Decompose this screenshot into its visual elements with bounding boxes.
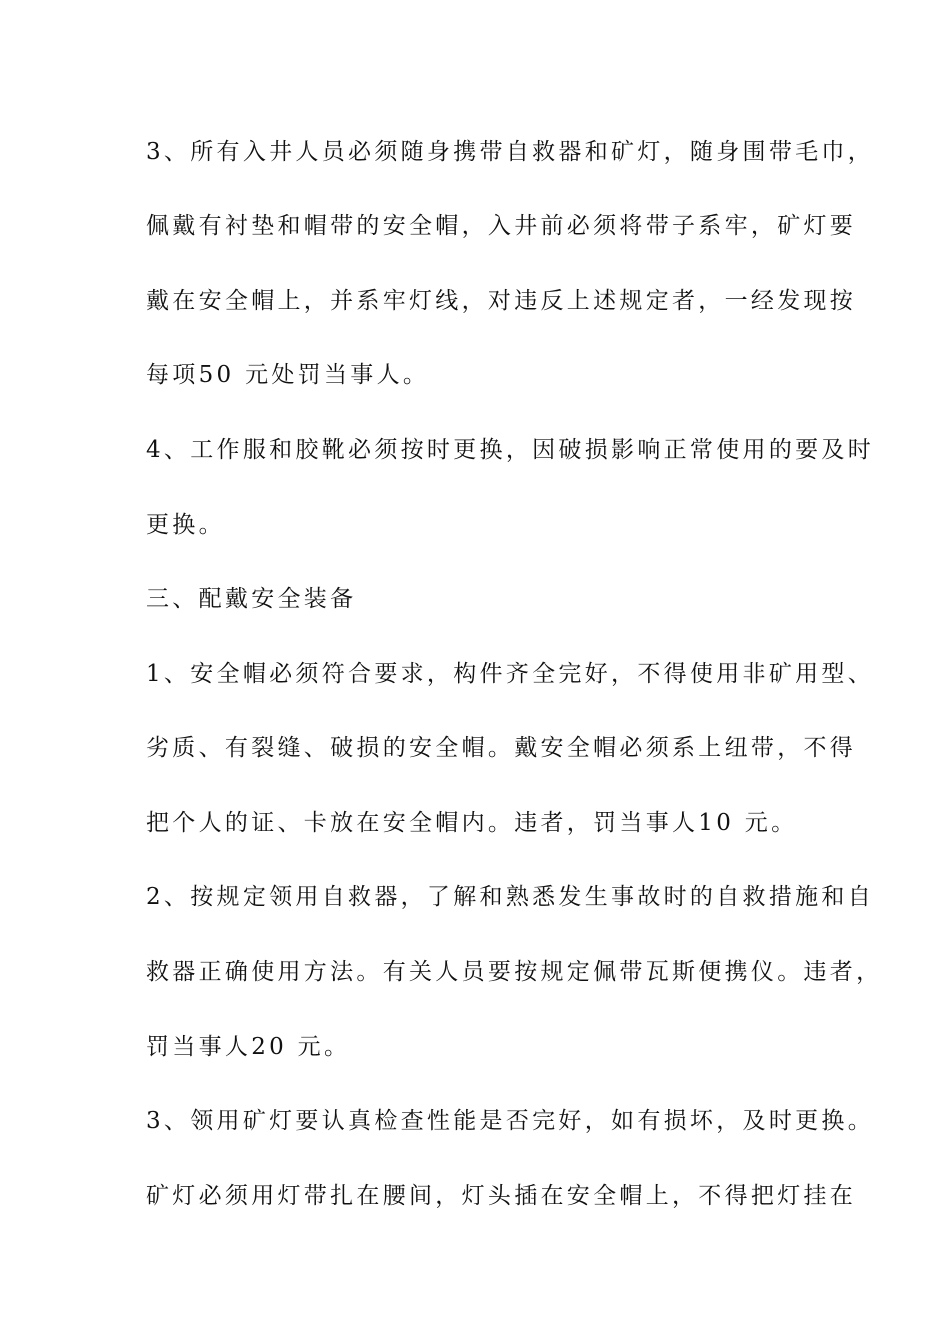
text-line: 佩戴有衬垫和帽带的安全帽，入井前必须将带子系牢，矿灯要 [146,213,857,239]
text-line: 把个人的证、卡放在安全帽内。违者，罚当事人10 元。 [146,810,798,836]
text-line: 劣质、有裂缝、破损的安全帽。戴安全帽必须系上纽带，不得 [146,735,857,761]
text-line: 戴在安全帽上，并系牢灯线，对违反上述规定者，一经发现按 [146,288,857,314]
section-heading: 三、配戴安全装备 [146,586,357,612]
text-line: 救器正确使用方法。有关人员要按规定佩带瓦斯便携仪。违者， [146,959,883,985]
text-line: 2、按规定领用自救器，了解和熟悉发生事故时的自救措施和自 [146,884,875,910]
text-line: 3、所有入井人员必须随身携带自救器和矿灯，随身围带毛巾， [146,139,875,165]
text-line: 罚当事人20 元。 [146,1034,351,1060]
text-line: 1、安全帽必须符合要求，构件齐全完好，不得使用非矿用型、 [146,661,875,687]
text-line: 4、工作服和胶靴必须按时更换，因破损影响正常使用的要及时 [146,437,875,463]
text-line: 每项50 元处罚当事人。 [146,362,430,388]
text-line: 矿灯必须用灯带扎在腰间，灯头插在安全帽上，不得把灯挂在 [146,1183,857,1209]
text-line: 3、领用矿灯要认真检查性能是否完好，如有损坏，及时更换。 [146,1108,875,1134]
text-line: 更换。 [146,512,225,538]
